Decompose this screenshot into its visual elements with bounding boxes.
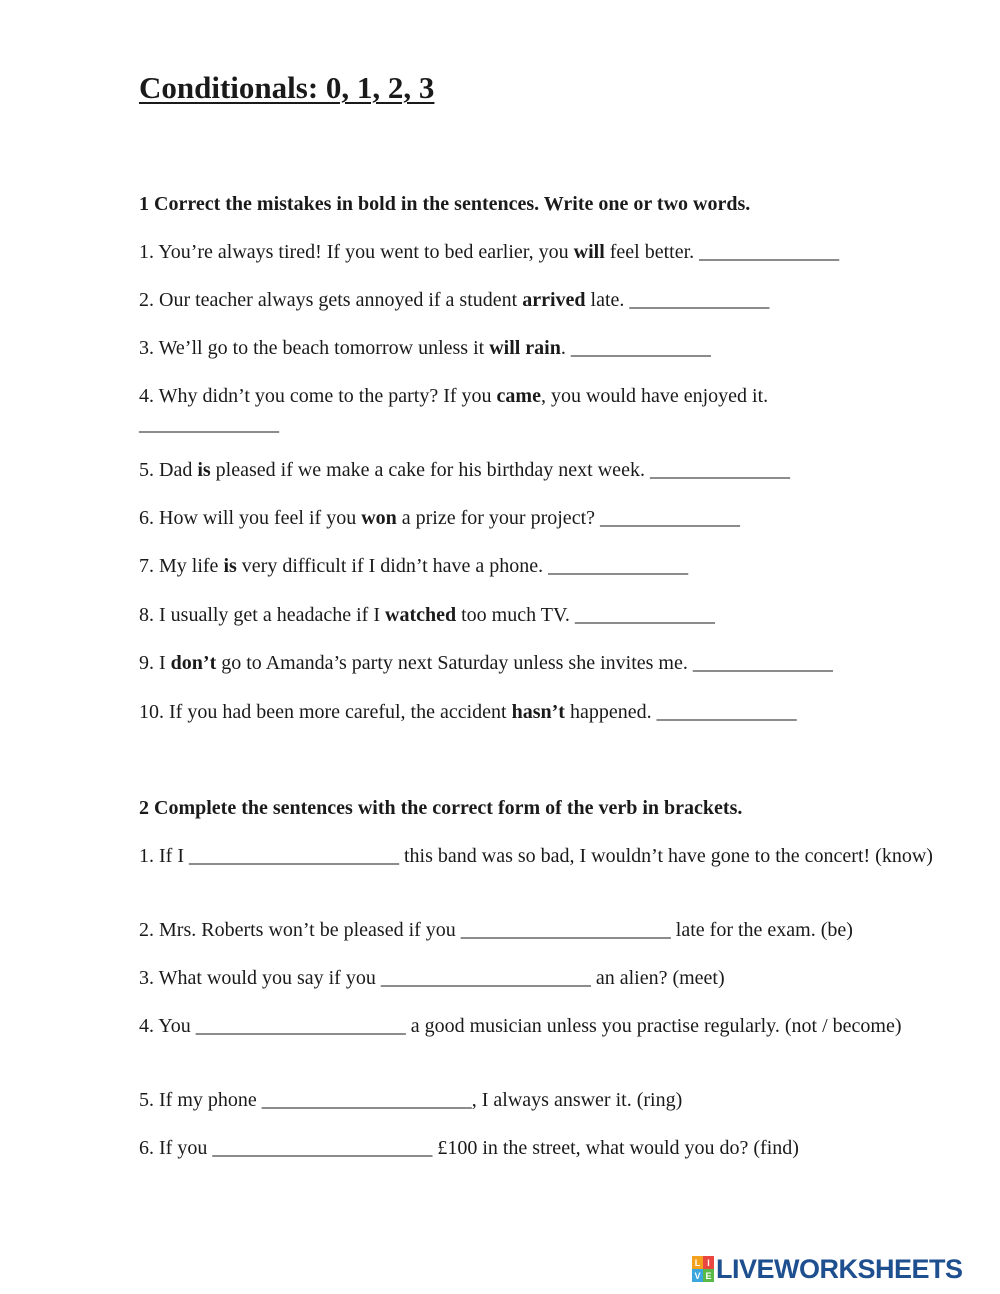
exercise2-item-3: 3. What would you say if you _____________________ an alien? (meet): [139, 967, 725, 989]
exercise1-item-6: 6. How will you feel if you won a prize for your project? ______________: [139, 507, 740, 529]
exercise2-item-1: 1. If I _____________________ this band was so bad, I wouldn’t have gone to the concert! (know): [139, 845, 933, 867]
page-title: Conditionals: 0, 1, 2, 3: [139, 70, 435, 105]
exercise1-item-4: 4. Why didn’t you come to the party? If you came, you would have enjoyed it.: [139, 385, 769, 407]
exercise1-item-4-answer-blank[interactable]: ______________: [139, 413, 279, 435]
mistake-word: is: [223, 555, 237, 577]
mistake-word: won: [361, 507, 397, 529]
mistake-word: will rain: [489, 337, 561, 359]
exercise1-item-5: 5. Dad is pleased if we make a cake for his birthday next week. ______________: [139, 459, 790, 481]
exercise1-item-8: 8. I usually get a headache if I watched too much TV. ______________: [139, 604, 715, 626]
exercise1-item-3: 3. We’ll go to the beach tomorrow unless it will rain. ______________: [139, 337, 711, 359]
mistake-word: came: [496, 385, 541, 407]
liveworksheets-mark-icon: L I V E: [692, 1256, 714, 1282]
exercise1-item-7: 7. My life is very difficult if I didn’t have a phone. ______________: [139, 555, 689, 577]
exercise1-item-1: 1. You’re always tired! If you went to bed earlier, you will feel better. ______________: [139, 241, 840, 263]
liveworksheets-logo: [692, 1254, 963, 1284]
mistake-word: will: [573, 241, 605, 263]
exercise2-item-2: 2. Mrs. Roberts won’t be pleased if you _____________________ late for the exam. (be): [139, 919, 853, 941]
mistake-word: arrived: [522, 289, 586, 311]
mistake-word: watched: [385, 604, 457, 626]
section1-heading: 1 Correct the mistakes in bold in the sentences. Write one or two words.: [139, 193, 751, 215]
exercise1-item-10: 10. If you had been more careful, the accident hasn’t happened. ______________: [139, 701, 797, 723]
exercise1-item-2: 2. Our teacher always gets annoyed if a student arrived late. ______________: [139, 289, 770, 311]
exercise1-item-9: 9. I don’t go to Amanda’s party next Saturday unless she invites me. ______________: [139, 652, 833, 674]
brand-name: LIVEWORKSHEETS: [716, 1254, 963, 1284]
mistake-word: hasn’t: [511, 701, 565, 723]
exercise2-item-5: 5. If my phone _____________________, I always answer it. (ring): [139, 1089, 683, 1111]
mistake-word: is: [197, 459, 211, 481]
section2-heading: 2 Complete the sentences with the correct form of the verb in brackets.: [139, 797, 743, 819]
exercise2-item-6: 6. If you ______________________ £100 in the street, what would you do? (find): [139, 1137, 799, 1159]
mistake-word: don’t: [170, 652, 217, 674]
exercise2-item-4: 4. You _____________________ a good musician unless you practise regularly. (not / become): [139, 1015, 902, 1037]
